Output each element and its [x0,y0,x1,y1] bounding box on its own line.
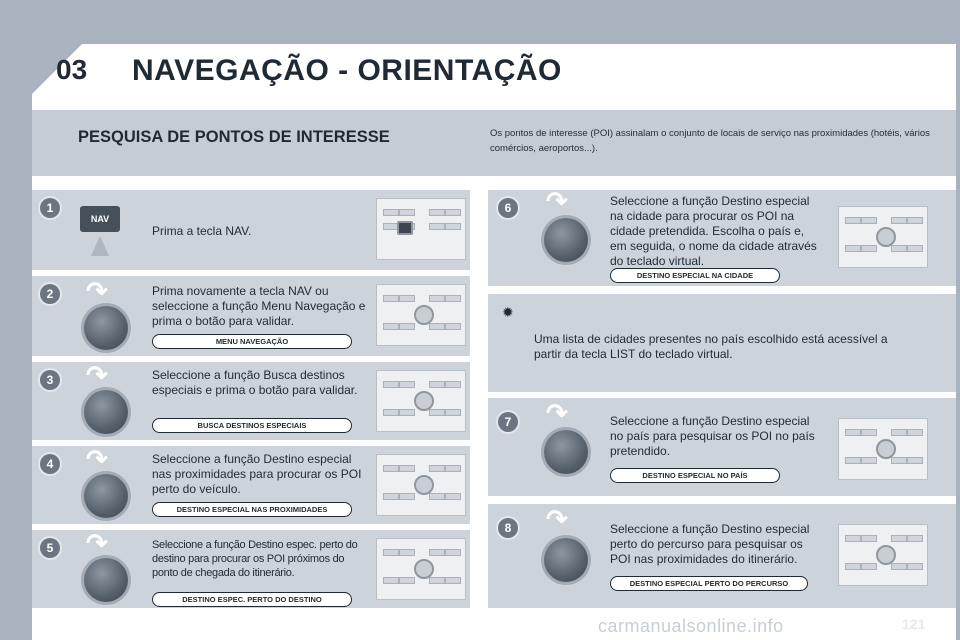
device-panel-icon [376,370,466,432]
rotary-knob-icon [84,306,128,350]
device-panel-icon [376,198,466,260]
step-text-7: Seleccione a função Destino especial no país para pesquisar os POI no país pretendido. [610,414,815,458]
device-panel-icon [838,418,928,480]
step-label-5: DESTINO ESPEC. PERTO DO DESTINO [152,592,352,607]
step-number-2: 2 [40,284,60,304]
section-intro: Os pontos de interesse (POI) assinalam o conjunto de locais de serviço nas proximidades (hotéis, vários comércios, aeroportos...). [490,128,930,154]
press-arrow-icon [91,236,109,256]
rotary-knob-icon [84,390,128,434]
step-text-6: Seleccione a função Destino especial na cidade para procurar os POI na cidade pretendida. Escolha o país e, em seguida, o nome da cidade através do teclado virtual. [610,194,817,268]
step-number-5: 5 [40,538,60,558]
rotary-knob-icon [544,430,588,474]
step-label-8: DESTINO ESPECIAL PERTO DO PERCURSO [610,576,808,591]
lightbulb-icon: ✹ [502,304,514,320]
rotary-knob-icon [544,218,588,262]
section-title: PESQUISA DE PONTOS DE INTERESSE [78,128,390,146]
step-number-8: 8 [498,518,518,538]
step-number-7: 7 [498,412,518,432]
device-panel-icon [376,538,466,600]
page-title: NAVEGAÇÃO - ORIENTAÇÃO [132,54,562,87]
step-label-7: DESTINO ESPECIAL NO PAÍS [610,468,780,483]
turn-arrow-icon: ↷ [86,276,108,306]
device-panel-icon [838,206,928,268]
step-text-8: Seleccione a função Destino especial perto do percurso para pesquisar os POI nas proximidades do itinerário. [610,522,810,566]
turn-arrow-icon: ↷ [86,444,108,474]
step-label-6: DESTINO ESPECIAL NA CIDADE [610,268,780,283]
step-number-1: 1 [40,198,60,218]
nav-key-icon: NAV [80,206,120,232]
rotary-knob-icon [544,538,588,582]
step-text-4: Seleccione a função Destino especial nas proximidades para procurar os POI perto do veículo. [152,452,362,496]
device-panel-icon [376,284,466,346]
watermark: carmanualsonline.info [598,616,784,636]
turn-arrow-icon: ↷ [546,504,568,534]
step-text-5: Seleccione a função Destino espec. perto do destino para procurar os POI próximos do ponto de chegada do itinerário. [152,539,358,579]
step-label-4: DESTINO ESPECIAL NAS PROXIMIDADES [152,502,352,517]
turn-arrow-icon: ↷ [86,360,108,390]
step-text-1: Prima a tecla NAV. [152,224,252,238]
step-label-2: MENU NAVEGAÇÃO [152,334,352,349]
step-number-6: 6 [498,198,518,218]
step-text-2: Prima novamente a tecla NAV ou seleccione a função Menu Navegação e prima o botão para validar. [152,284,366,328]
turn-arrow-icon: ↷ [546,186,568,216]
step-number-4: 4 [40,454,60,474]
device-panel-icon [838,524,928,586]
step-text-3: Seleccione a função Busca destinos especiais e prima o botão para validar. [152,368,358,397]
page-number: 121 [902,616,926,632]
chapter-number: 03 [56,54,88,85]
step-number-3: 3 [40,370,60,390]
device-panel-icon [376,454,466,516]
turn-arrow-icon: ↷ [86,528,108,558]
tip-text: Uma lista de cidades presentes no país escolhido está acessível a partir da tecla LIST do teclado virtual. [534,332,888,361]
rotary-knob-icon [84,558,128,602]
turn-arrow-icon: ↷ [546,398,568,428]
step-label-3: BUSCA DESTINOS ESPECIAIS [152,418,352,433]
rotary-knob-icon [84,474,128,518]
